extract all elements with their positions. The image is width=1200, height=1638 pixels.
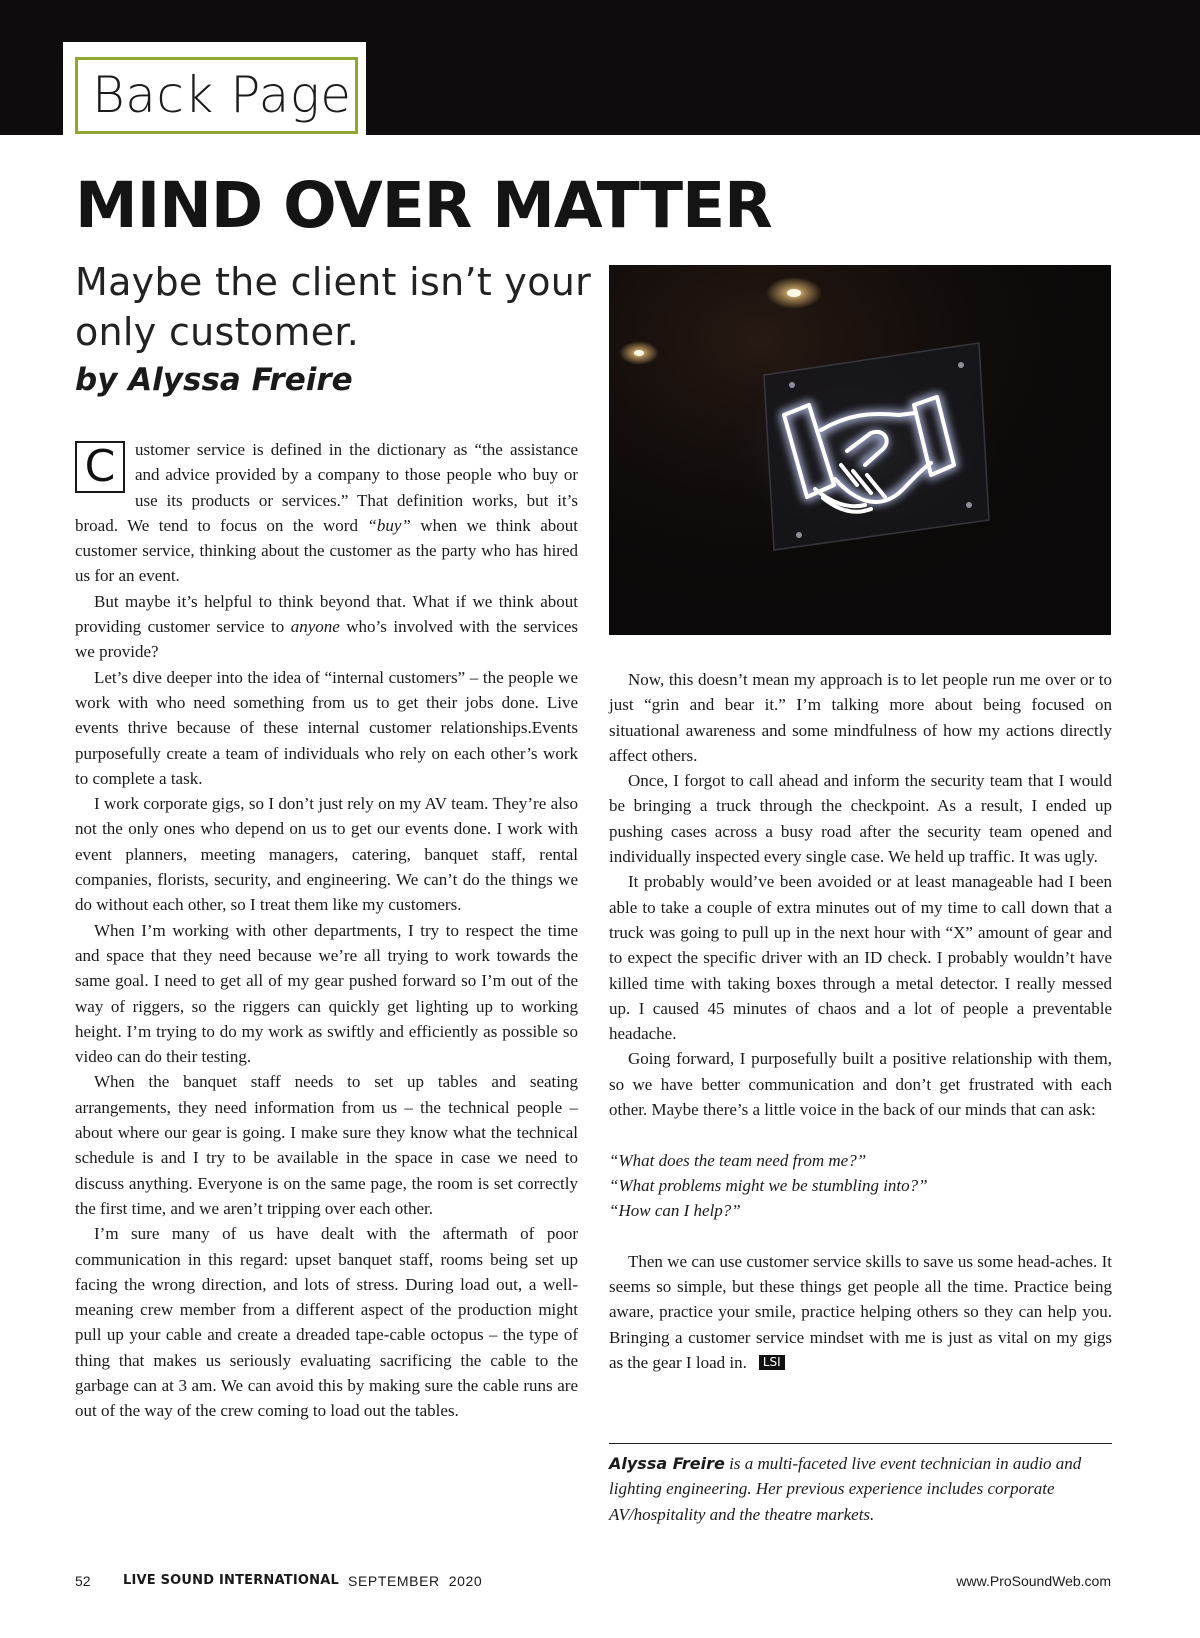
neon-handshake-photo: [609, 265, 1111, 635]
article-column-right: [609, 667, 1112, 1375]
handshake-neon-icon: [609, 265, 1111, 635]
paragraph: When the banquet staff needs to set up tables and seating arrangements, they need information from us – the technical people – about where our gear is going. I make sure they know what the technical schedule is and I try to be available in the space in case we need to discuss anything. Everyone is on the same page, the room is set correctly the first time, and we aren’t tripping over each other.: [75, 1072, 578, 1218]
pull-question: “How can I help?”: [609, 1201, 741, 1221]
footer-page-number: 52: [75, 1573, 91, 1589]
paragraph: It probably would’ve been avoided or at least manageable had I been able to take a couple of extra minutes out of my time to call down that a truck was going to pull up in the next hour with “X” amount of gear and to expect the specific driver with an ID check. I probably wouldn’t have killed time with taking boxes through a metal detector. I really messed up. I caused 45 minutes of chaos and a lot of people a preventable headache.: [609, 872, 1112, 1044]
bio-divider: [609, 1443, 1112, 1444]
article-deck: Maybe the client isn’t your only customer.: [75, 260, 592, 354]
paragraph: I’m sure many of us have dealt with the aftermath of poor communication in this regard: upset banquet staff, rooms being set up facing the wrong direction, and lots of stress. During load out, a well-meaning crew member from a different aspect of the production might pull up your cable and create a dreaded tape-cable octopus – the type of thing that makes us seriously evaluating sacrificing the cable to the garbage can at 3 am. We can avoid this by making sure the cable runs are out of the way of the crew coming to load out the tables.: [75, 1224, 578, 1421]
article-column-left: [75, 437, 578, 1424]
section-tab: [63, 42, 366, 142]
pull-question: “What does the team need from me?”: [609, 1150, 867, 1170]
section-label: Back Page: [75, 57, 358, 134]
bio-author-name: Alyssa Freire: [609, 1454, 725, 1473]
drop-cap: C: [75, 441, 125, 493]
paragraph-closing: Then we can use customer service skills to save us some head-aches. It seems so simple, but these things get people all the time. Practice being aware, practice your smile, practice helping others so they can help you. Bringing a customer service mindset with me is just as vital on my gigs as the gear I load in. LSI: [609, 1251, 1112, 1373]
article-headline: MIND OVER MATTER: [75, 169, 772, 242]
paragraph: Once, I forgot to call ahead and inform the security team that I would be bringing a truck through the checkpoint. As a result, I ended up pushing cases across a busy road after the security team opened and individually inspected every single case. We held up traffic. It was ugly.: [609, 771, 1112, 867]
end-mark-badge: LSI: [759, 1355, 785, 1370]
author-bio: Alyssa Freire is a multi-faceted live event technician in audio and lighting engineering. Her previous experience includes corporate AV/hospitality and the theatre markets.: [609, 1454, 1082, 1524]
paragraph: But maybe it’s helpful to think beyond that. What if we think about providing customer service to anyone who’s involved with the services we provide?: [75, 591, 579, 662]
paragraph: Going forward, I purposefully built a positive relationship with them, so we have better communication and don’t get frustrated with each other. Maybe there’s a little voice in the back of our minds that can ask:: [609, 1049, 1112, 1120]
paragraph: When I’m working with other departments, I try to respect the time and space that they need because we’re all trying to work towards the same goal. I need to get all of my gear pushed forward so I’m out of the way of riggers, so the riggers can quickly get lighting up to working height. I’m trying to do my work as swiftly and efficiently as possible so video can do their testing.: [75, 920, 578, 1067]
footer-issue-date: SEPTEMBER 2020: [348, 1573, 483, 1589]
paragraph: Let’s dive deeper into the idea of “internal customers” – the people we work with who need something from us to get their jobs done. Live events thrive because of these internal customer relationships.Events purposefully create a team of individuals who rely on each other’s work to complete a task.: [75, 667, 578, 788]
paragraph: I work corporate gigs, so I don’t just rely on my AV team. They’re also not the only ones who depend on us to get our events done. I work with event planners, meeting managers, catering, banquet staff, rental companies, florists, security, and engineering. We can’t do the things we do without each other, so I treat them like my customers.: [75, 794, 578, 915]
paragraph: Now, this doesn’t mean my approach is to let people run me over or to just “grin and bear it.” I’m talking more about being focused on situational awareness and some mindfulness of how my actions directly affect others.: [609, 670, 1112, 765]
footer-magazine-name: LIVE SOUND INTERNATIONAL: [123, 1573, 339, 1588]
paragraph-intro: C ustomer service is defined in the dictionary as “the assistance and advice provided by a company to those people who buy or use its products or services.” That definition works, but it’s broad. We tend to focus on the word “buy” when we think about customer service, thinking about the customer as the party who has hired us for an event.: [75, 440, 579, 586]
article-byline: by Alyssa Freire: [75, 362, 353, 398]
pull-question: “What problems might we be stumbling into?”: [609, 1175, 928, 1195]
footer-url: www.ProSoundWeb.com: [956, 1573, 1111, 1589]
